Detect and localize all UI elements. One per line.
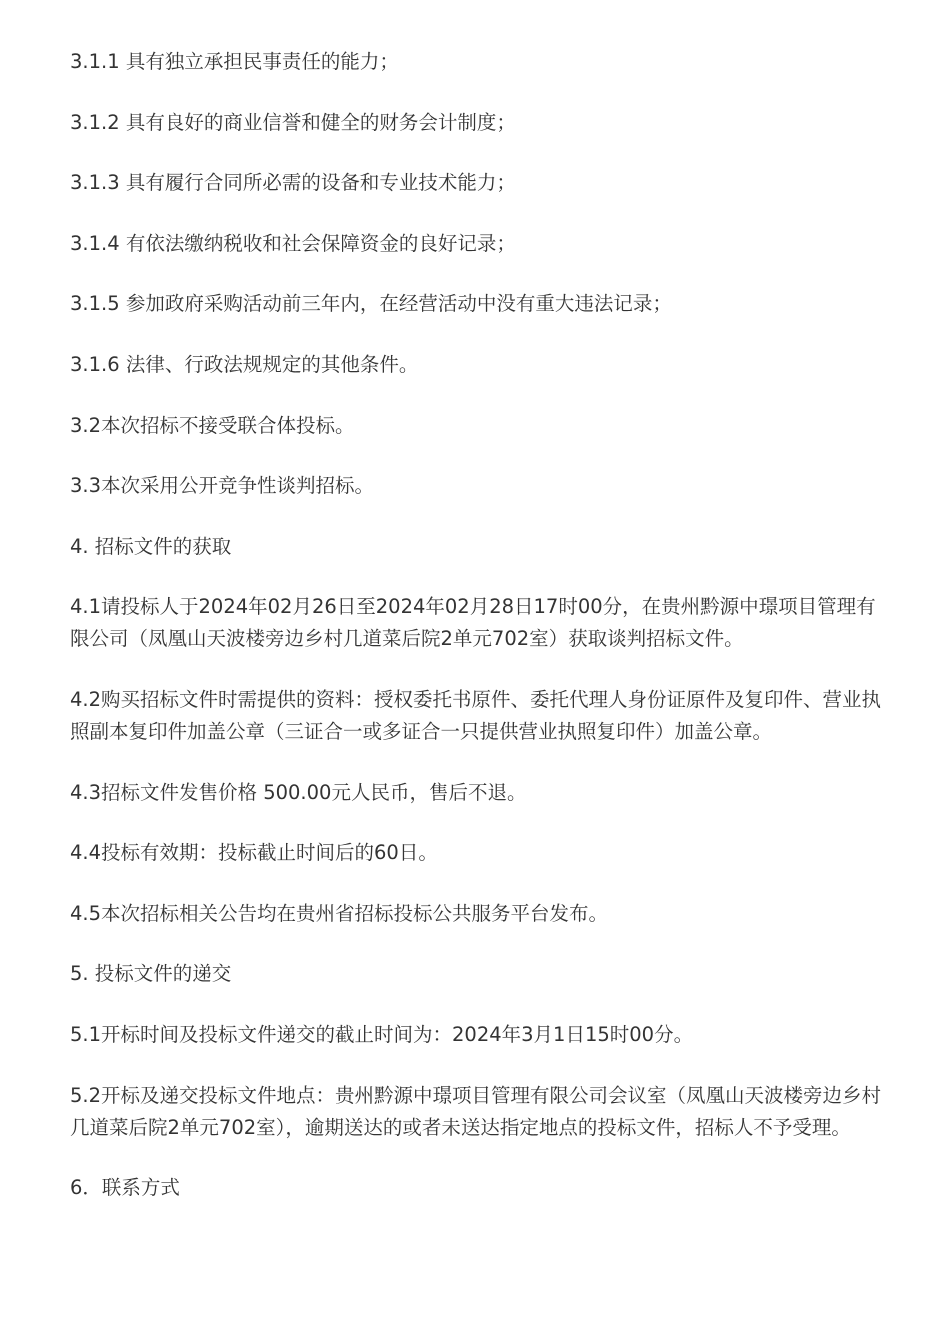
- section-4-heading: 4. 招标文件的获取: [70, 534, 232, 558]
- section-5-heading: 5. 投标文件的递交: [70, 962, 232, 986]
- clause-5-2: 5.2开标及递交投标文件地点：贵州黔源中璟项目管理有限公司会议室（凤凰山天波楼旁边乡村几道菜后院2单元702室），逾期送达的或者未送达指定地点的投标文件，招标人不予受理。: [70, 1083, 882, 1139]
- clause-3-1-4: 3.1.4 有依法缴纳税收和社会保障资金的良好记录；: [70, 231, 516, 255]
- clause-4-2: 4.2购买招标文件时需提供的资料：授权委托书原件、委托代理人身份证原件及复印件、营业执照副本复印件加盖公章（三证合一或多证合一只提供营业执照复印件）加盖公章。: [70, 687, 882, 743]
- section-6-heading: 6．联系方式: [70, 1176, 180, 1200]
- clause-3-1-5: 3.1.5 参加政府采购活动前三年内，在经营活动中没有重大违法记录；: [70, 292, 672, 316]
- clause-4-3: 4.3招标文件发售价格 500.00元人民币，售后不退。: [70, 780, 527, 804]
- clause-3-3: 3.3本次采用公开竞争性谈判招标。: [70, 474, 375, 498]
- clause-3-1-3: 3.1.3 具有履行合同所必需的设备和专业技术能力；: [70, 171, 516, 195]
- clause-4-5: 4.5本次招标相关公告均在贵州省招标投标公共服务平台发布。: [70, 901, 609, 925]
- clause-3-1-6: 3.1.6 法律、行政法规规定的其他条件。: [70, 352, 419, 376]
- clause-5-1: 5.1开标时间及投标文件递交的截止时间为：2024年3月1日15时00分。: [70, 1022, 694, 1046]
- clause-3-1-2: 3.1.2 具有良好的商业信誉和健全的财务会计制度；: [70, 110, 516, 134]
- clause-3-1-1: 3.1.1 具有独立承担民事责任的能力；: [70, 50, 399, 73]
- clause-3-2: 3.2本次招标不接受联合体投标。: [70, 413, 355, 437]
- clause-4-1: 4.1请投标人于2024年02月26日至2024年02月28日17时00分，在贵州黔源中璟项目管理有限公司（凤凰山天波楼旁边乡村几道菜后院2单元702室）获取谈判招标文件。: [70, 595, 876, 651]
- clause-4-4: 4.4投标有效期：投标截止时间后的60日。: [70, 841, 438, 865]
